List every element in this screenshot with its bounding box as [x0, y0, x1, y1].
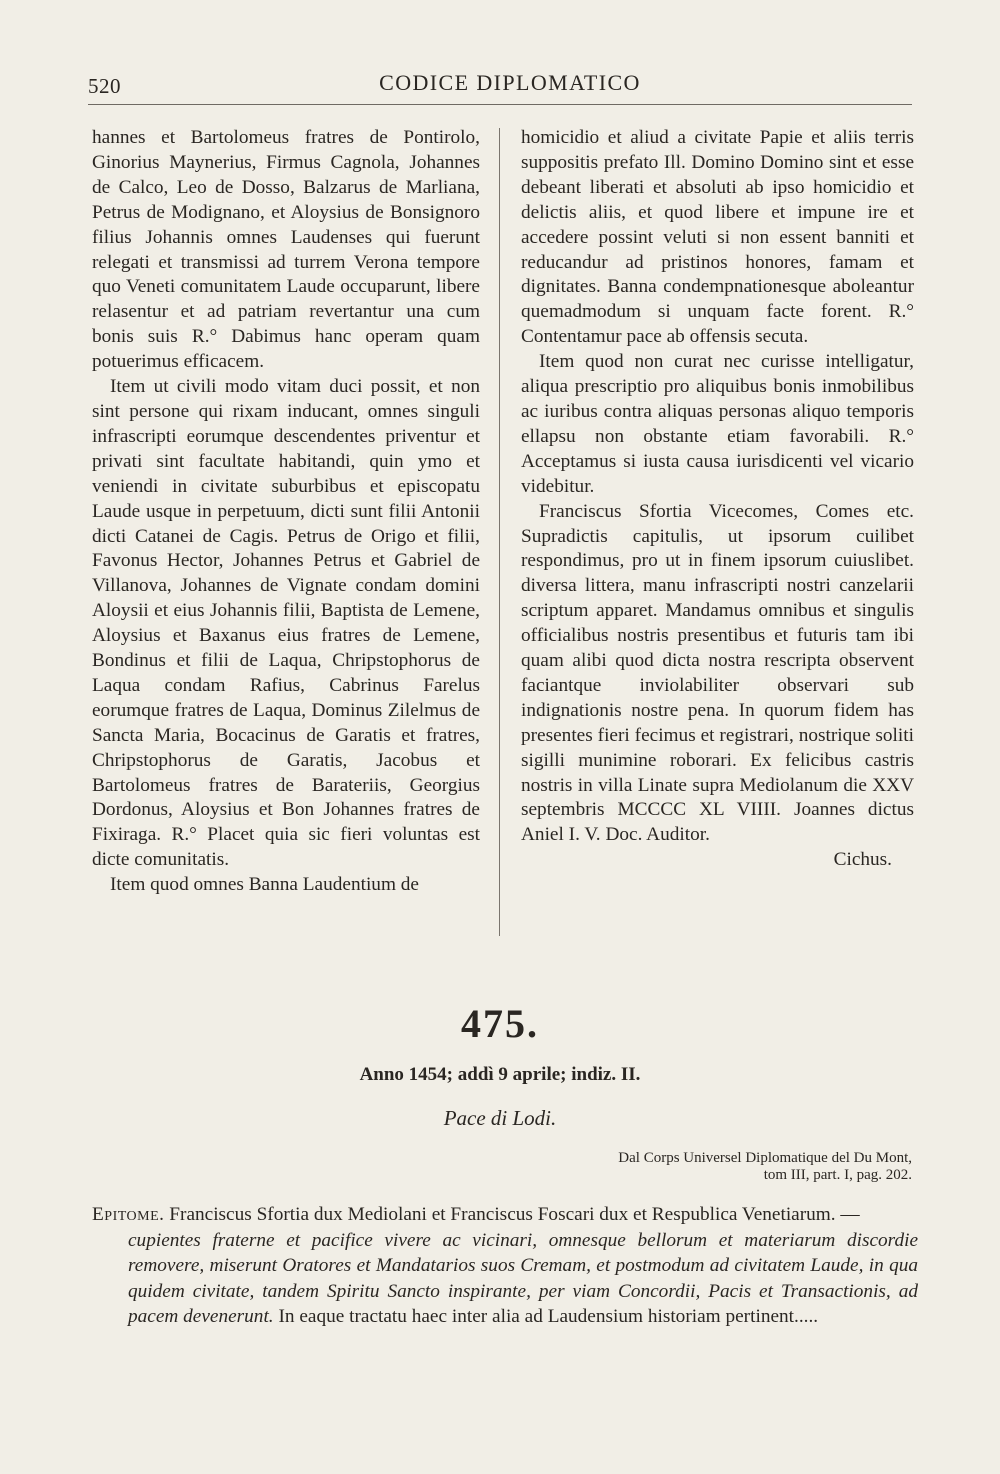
page-number: 520 — [88, 74, 121, 98]
column-divider — [499, 128, 500, 936]
signature: Cichus. — [833, 849, 892, 871]
source-line: Dal Corps Universel Diplomatique del Du Mont, — [618, 1150, 912, 1166]
left-column — [92, 126, 480, 898]
header-rule — [88, 104, 912, 105]
epitome-label: Epitome. — [92, 1204, 165, 1225]
right-paragraph: homicidio et aliud a civitate Papie et aliis terris suppositis prefato Ill. Domino Domino sint et esse debeant liberati et absoluti ab ipso homicidio et delictis aliis, et quod libere et impune ire et accedere possint veluti si non essent banniti et reducandur ad pristinos honores, famam et dignitates. Banna condempnationesque aboleantur quemadmodum si unquam facte forent. R.° Contentamur pace ab offensis secuta. — [521, 127, 914, 348]
source-line: tom III, part. I, pag. 202. — [763, 1167, 912, 1183]
right-paragraph: Franciscus Sfortia Vicecomes, Comes etc. Supradictis capitulis, ut ipsorum cuilibet respondimus, pro ut in finem ipsorum cuiuslibet. diversa littera, manu infrascripti nostri canzelarii scriptum apparet. Mandamus omnibus et singulis officialibus nostris presentibus et futuris tam ibi quam alibi quod dicta nostra rescripta observent faciantque inviolabiliter observari sub indignationis nostre pena. In quorum fidem has presentes fieri fecimus et registrari, nostrique soliti sigilli munimine roborari. Ex felicibus castris nostris in villa Linate supra Mediolanum die XXV septembris MCCCC XL VIIII. Joannes dictus Aniel I. V. Doc. Auditor. — [521, 500, 914, 846]
epitome-italic-text: cupientes fraterne et pacifice vivere ac vicinari, omnesque bellorum et materiarum discordie removere, miserunt Oratores et Mandatarios suos Cremam, et postmodum ad civitatem Laude, in qua quidem civitate, tandem Spiritu Sancto inspirante, per viam Concordii, Pacis et Transactionis, ad pacem devenerunt. — [128, 1229, 918, 1327]
left-paragraph: Item ut civili modo vitam duci possit, et non sint persone qui rixam inducant, omnes singuli infrascripti eorumque descendentes priventur et privati sint facultate habitandi, quin ymo et veniendi in civitate suburbibus et episcopatu Laude usque in perpetuum, dicti sunt filii Antonii dicti Catanei de Cagis. Petrus de Origo et filii, Favonus Hector, Johannes Petrus et Gabriel de Villanova, Johannes de Vignate condam domini Aloysii et eius Johannis filii, Baptista de Lemene, Aloysius et Baxanus eius fratres de Lemene, Bondinus et filii de Laqua, Chripstophorus de Laqua condam Rafius, Cabrinus Farelus eorumque fratres de Laqua, Dominus Zilelmus de Sancta Maria, Bocacinus de Garatis et fratres, Chripstophorus de Garatis, Jacobus et Bartolomeus fratres de Barateriis, Georgius Dordonus, Aloysius et Bon Johannes fratres de Fixiraga. R.° Placet quia sic fieri voluntas est dicte comunitatis. — [92, 376, 480, 871]
source-citation — [560, 1150, 912, 1184]
right-column — [521, 126, 914, 873]
document-number: 475. — [461, 1001, 539, 1046]
left-paragraph: hannes et Bartolomeus fratres de Pontirolo, Ginorius Maynerius, Firmus Cagnola, Johannes de Calco, Leo de Dosso, Balzarus de Marliana, Petrus de Modignano, et Aloysius de Bonsignoro filius Johannis omnes Laudenses qui fuerunt relegati et transmissi ad turrem Verona tempore quo Veneti comunitatem Laude occuparunt, libere relasentur et ad patriam revertantur una cum bonis suis R.° Dabimus hanc operam quam potuerimus efficacem. — [92, 127, 480, 373]
epitome-closing-text: In eaque tractatu haec inter alia ad Laudensium historiam pertinent..... — [278, 1306, 819, 1327]
document-title: Pace di Lodi. — [443, 1106, 557, 1130]
right-paragraph: Item quod non curat nec curisse intelligatur, aliqua prescriptio pro aliquibus bonis inmobilibus ac iuribus contra aliquas personas aliquo temporis ellapsu non obstante etiam favorabili. R.° Acceptamus si iusta causa iurisdicenti vel vicario videbitur. — [521, 351, 914, 497]
running-title: CODICE DIPLOMATICO — [379, 70, 641, 95]
epitome — [92, 1202, 918, 1330]
left-paragraph: Item quod omnes Banna Laudentium de — [110, 874, 419, 896]
epitome-first-line: Franciscus Sfortia dux Mediolani et Franciscus Foscari dux et Respublica Venetiarum. — — [169, 1204, 860, 1225]
document-date: Anno 1454; addì 9 aprile; indiz. II. — [359, 1064, 641, 1085]
epitome-continuation — [92, 1228, 918, 1330]
